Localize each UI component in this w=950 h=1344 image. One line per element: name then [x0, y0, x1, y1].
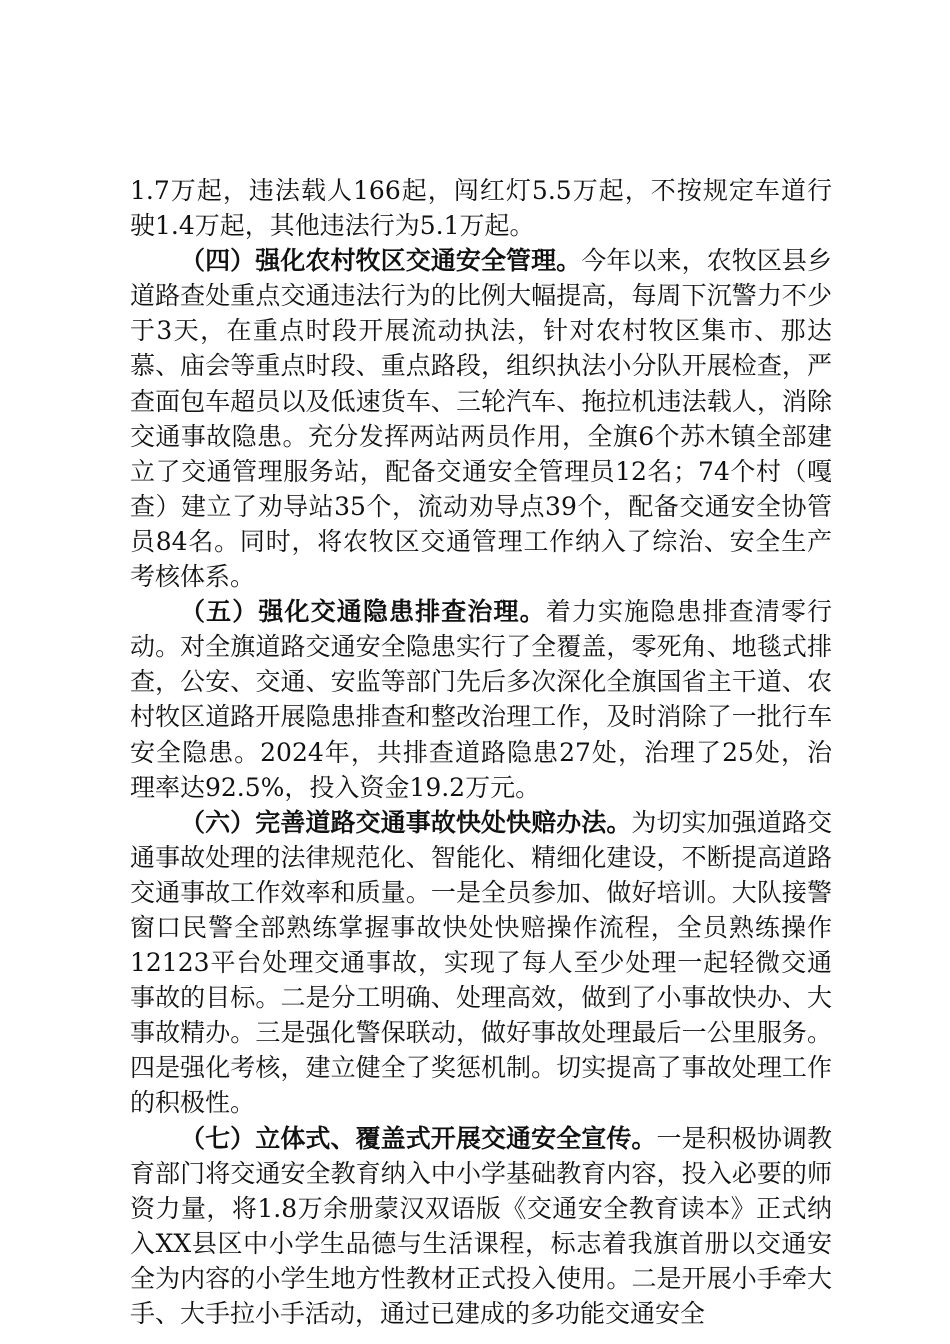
document-page [130, 173, 832, 1331]
paragraph-body: 着力实施隐患排查清零行动。对全旗道路交通安全隐患实行了全覆盖，零死角、地毯式排查，公安、交通、安监等部门先后多次深化全旗国省主干道、农村牧区道路开展隐患排查和整改治理工作，及时消除了一批行车安全隐患。2024年，共排查道路隐患27处，治理了25处，治理率达92.5%，投入资金19.2万元。 [130, 597, 832, 802]
paragraph-rural-traffic [130, 243, 832, 594]
paragraph-safety-publicity [130, 1121, 832, 1332]
paragraph-accident-handling [130, 805, 832, 1121]
paragraph-heading: （六）完善道路交通事故快处快赔办法。 [180, 807, 632, 837]
paragraph-heading: （五）强化交通隐患排查治理。 [180, 597, 546, 627]
paragraph-body: 今年以来，农牧区县乡道路查处重点交通违法行为的比例大幅提高，每周下沉警力不少于3天，在重点时段开展流动执法，针对农村牧区集市、那达慕、庙会等重点时段、重点路段，组织执法小分队开展检查，严查面包车超员以及低速货车、三轮汽车、拖拉机违法载人，消除交通事故隐患。充分发挥两站两员作用，全旗6个苏木镇全部建立了交通管理服务站，配备交通安全管理员12名；74个村（嘎查）建立了劝导站35个，流动劝导点39个，配备交通安全协管员84名。同时，将农牧区交通管理工作纳入了综治、安全生产考核体系。 [130, 246, 832, 592]
paragraph-body: 1.7万起，违法载人166起，闯红灯5.5万起，不按规定车道行驶1.4万起，其他违法行为5.1万起。 [130, 176, 832, 241]
paragraph-body: 为切实加强道路交通事故处理的法律规范化、智能化、精细化建设，不断提高道路交通事故工作效率和质量。一是全员参加、做好培训。大队接警窗口民警全部熟练掌握事故快处快赔操作流程，全员熟练操作12123平台处理交通事故，实现了每人至少处理一起轻微交通事故的目标。二是分工明确、处理高效，做到了小事故快办、大事故精办。三是强化警保联动，做好事故处理最后一公里服务。四是强化考核，建立健全了奖惩机制。切实提高了事故处理工作的积极性。 [130, 807, 832, 1118]
paragraph-heading: （四）强化农村牧区交通安全管理。 [180, 246, 582, 276]
paragraph-heading: （七）立体式、覆盖式开展交通安全宣传。 [180, 1123, 657, 1153]
paragraph-continuation [130, 173, 832, 243]
paragraph-hazard-inspection [130, 594, 832, 805]
paragraph-body: 一是积极协调教育部门将交通安全教育纳入中小学基础教育内容，投入必要的师资力量，将1.8万余册蒙汉双语版《交通安全教育读本》正式纳入XX县区中小学生品德与生活课程，标志着我旗首册以交通安全为内容的小学生地方性教材正式投入使用。二是开展小手牵大手、大手拉小手活动，通过已建成的多功能交通安全 [130, 1123, 832, 1328]
